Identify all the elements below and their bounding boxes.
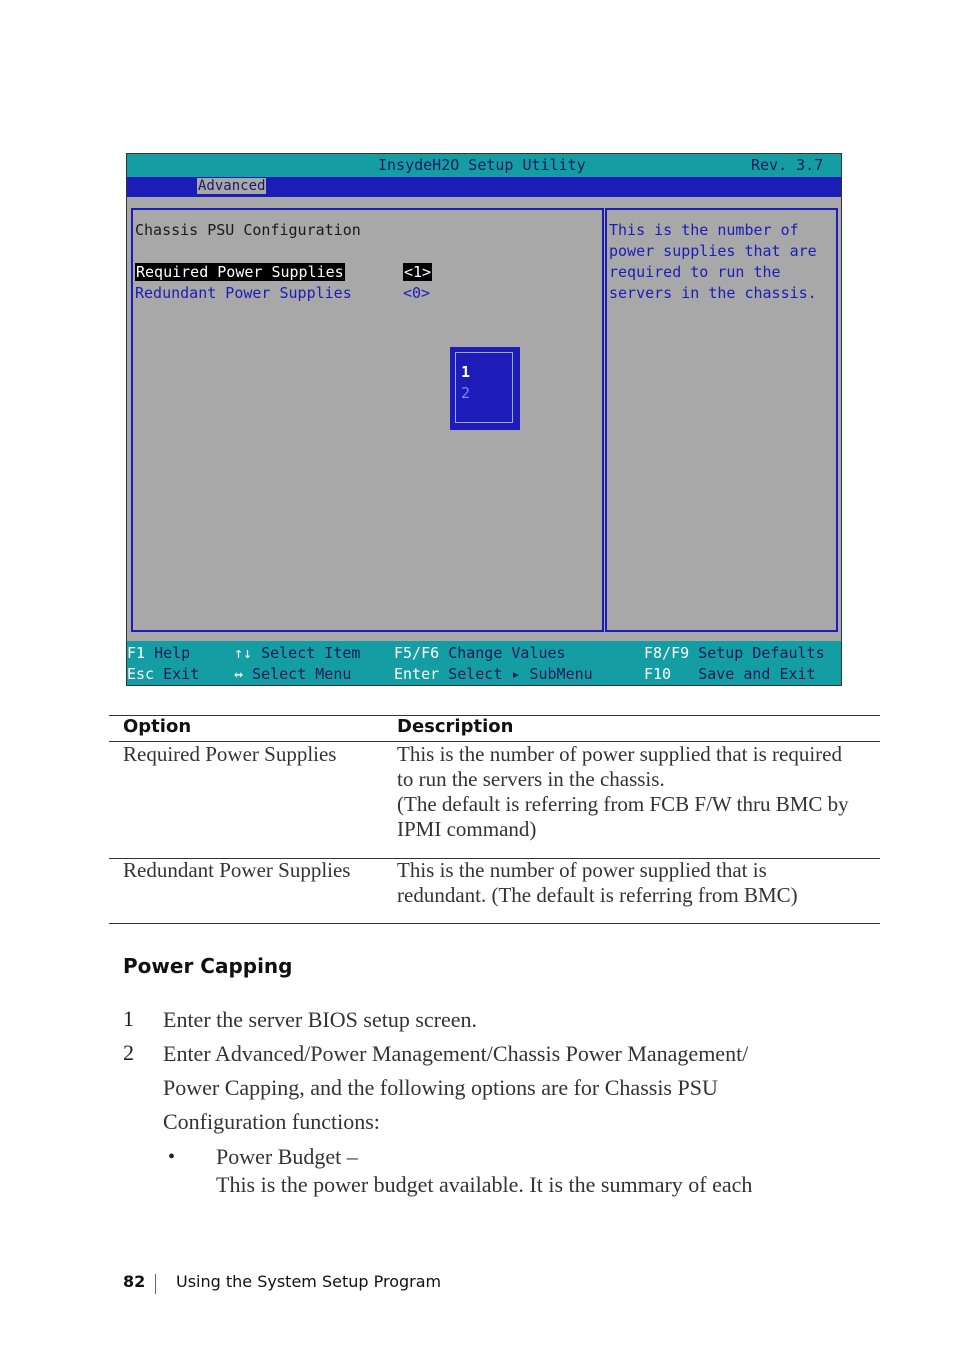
table-cell-description: IPMI command) xyxy=(397,817,537,841)
table-cell-description: This is the number of power supplied that is required xyxy=(397,742,842,766)
key-f1: F1 Help xyxy=(127,644,191,662)
step-text: Enter the server BIOS setup screen. xyxy=(163,1007,478,1032)
table-cell-option: Required Power Supplies xyxy=(123,742,337,766)
popup-item-2[interactable]: 2 xyxy=(461,384,471,402)
help-line: power supplies that are xyxy=(609,242,817,260)
bullet-line: Power Budget – xyxy=(216,1144,358,1169)
bios-options-panel xyxy=(131,208,604,632)
table-cell-description: redundant. (The default is referring from BMC) xyxy=(397,883,798,907)
table-header-description: Description xyxy=(397,716,514,737)
popup-item-1[interactable]: 1 xyxy=(461,363,471,381)
bios-screenshot xyxy=(126,153,842,686)
bios-title-bar xyxy=(127,154,841,177)
bios-section-header: Chassis PSU Configuration xyxy=(135,221,361,239)
help-line: required to run the xyxy=(609,263,781,281)
step-text: Configuration functions: xyxy=(163,1109,380,1134)
page-number: 82 xyxy=(123,1272,146,1291)
footer-divider xyxy=(155,1274,156,1294)
help-line: servers in the chassis. xyxy=(609,284,817,302)
bios-menu-bar xyxy=(127,177,841,197)
help-line: This is the number of xyxy=(609,221,799,239)
step-text: Power Capping, and the following options are for Chassis PSU xyxy=(163,1075,718,1100)
option-required-power-supplies[interactable]: Required Power Supplies xyxy=(136,263,344,281)
key-f5-f6: F5/F6 Change Values xyxy=(394,644,566,662)
bullet-text xyxy=(216,1143,856,1199)
key-f10: F10 Save and Exit xyxy=(644,665,816,683)
bios-title: InsydeH2O Setup Utility xyxy=(378,156,586,174)
bullet-line: This is the power budget available. It is the summary of each xyxy=(216,1172,753,1197)
step-number: 2 xyxy=(123,1040,134,1065)
table-rule-bottom xyxy=(109,923,880,924)
step-number: 1 xyxy=(123,1006,134,1031)
bios-help-panel xyxy=(605,208,838,632)
option-redundant-power-supplies[interactable]: Redundant Power Supplies xyxy=(135,284,352,302)
key-esc: Esc Exit xyxy=(127,665,200,683)
table-cell-description: to run the servers in the chassis. xyxy=(397,767,665,791)
section-title: Power Capping xyxy=(123,954,293,978)
key-enter: Enter Select ▸ SubMenu xyxy=(394,665,593,683)
table-cell-description: This is the number of power supplied that is xyxy=(397,858,767,882)
value-required-power-supplies[interactable]: <1> xyxy=(404,263,432,281)
bullet-mark: • xyxy=(168,1146,176,1168)
bios-revision: Rev. 3.7 xyxy=(751,156,824,174)
tab-advanced[interactable]: Advanced xyxy=(198,178,266,194)
table-header-option: Option xyxy=(123,716,192,737)
table-cell-option: Redundant Power Supplies xyxy=(123,858,351,882)
table-cell-description: (The default is referring from FCB F/W thru BMC by xyxy=(397,792,849,816)
key-up-down: ↑↓ Select Item xyxy=(234,644,361,662)
value-popup xyxy=(450,347,520,430)
key-left-right: ↔ Select Menu xyxy=(234,665,352,683)
step-text: Enter Advanced/Power Management/Chassis Power Management/ xyxy=(163,1041,749,1066)
key-f8-f9: F8/F9 Setup Defaults xyxy=(644,644,825,662)
value-redundant-power-supplies[interactable]: <0> xyxy=(403,284,431,302)
footer-title: Using the System Setup Program xyxy=(176,1272,442,1291)
bios-key-legend xyxy=(127,641,841,686)
